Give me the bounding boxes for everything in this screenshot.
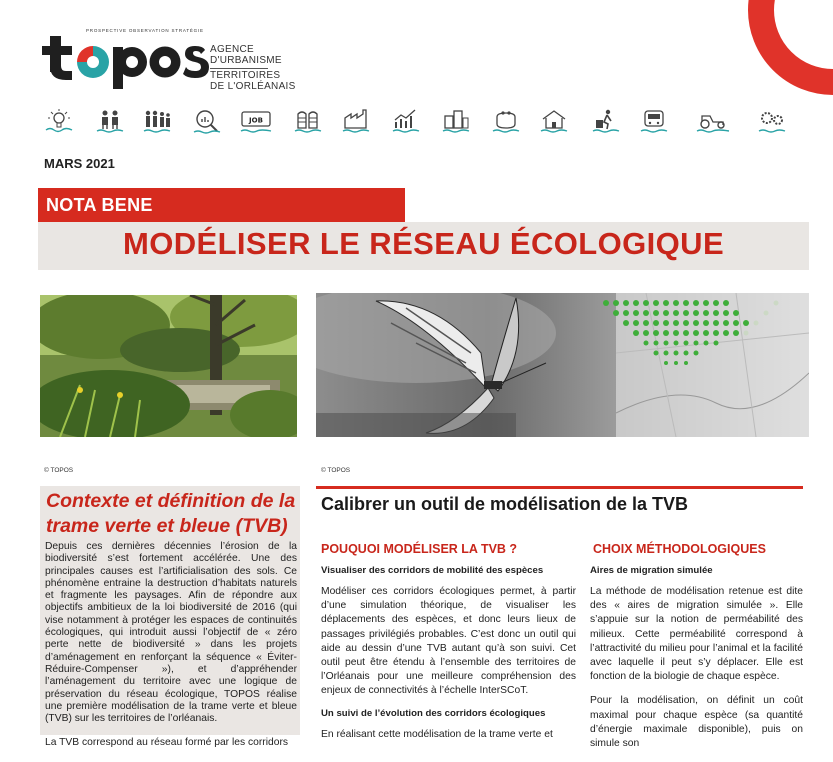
context-paragraph: Depuis ces dernières décennies l’érosion de la biodiversité s’est fortement accélérée. Une des principales causes est l’artificialisation des sols. Ce phénomène entraine la destruction d’habitats naturels et fragmente les paysages. Afin de répondre aux objectifs ambitieux de la loi biodiversité de 2016 (qui vise notamment à protéger les espaces de continuités écologiques, qui introduit aussi l’objectif de « zéro perte nette de biodiversité » dans les projets d’aménagement en renforçant la séquence « Éviter-Réduire-Compenser »), et d’appréhender l’aménagement du territoire avec une logique de préservation du réseau écologique, TOPOS réalise une première modélisation de la trame verte et bleue (TVB) sur les territoires de l’orléanais. [45,541,297,725]
why-column [321,542,576,742]
why-heading: POUQUOI MODÉLISER LA TVB ? [321,542,518,556]
train-icon [640,108,668,134]
butterfly-map-photo [316,293,809,437]
family-icon [143,108,171,134]
context-title: Contexte et définition de la trame verte et bleue (TVB) [46,490,296,537]
why-subheading: Visualiser des corridors de mobilité des espèces [321,565,544,576]
growth-chart-icon [392,108,420,134]
house-icon [540,108,568,134]
photo-credit-left: © TOPOS [44,467,74,474]
agency-name: AGENCE D'URBANISME TERRITOIRES DE L'ORLÉANAIS [210,44,296,92]
why-body-2: En réalisant cette modélisation de la trame verte et [321,728,553,740]
corner-arc-decoration [733,0,833,115]
method-body: La méthode de modélisation retenue est dite des « aires de migration simulée ». Elle s’appuie sur la notion de perméabilité des milieux. Cette perméabilité correspond à l’attractivité du milieu pour l’animal et la facilité avec laquelle il peut s’y déplacer. Elle est fonction de la biologie de chaque espèce. Pour la modélisation, on définit un coût maximal pour chaque espèce (sa quantité d’énergie maximale disponible), puis on simule son [590,586,803,750]
lightbulb-icon [45,108,73,134]
tractor-icon [696,108,730,134]
photo-credit-right: © TOPOS [321,467,351,474]
topos-logo [40,24,210,90]
method-subheading: Aires de migration simulée [590,565,713,576]
factory-icon [342,108,370,134]
pond-forest-photo [40,295,297,437]
method-column [590,542,803,761]
theme-icon-row [40,108,800,136]
magnifier-chart-icon [193,108,221,134]
couple-icon [96,108,124,134]
context-body [45,541,297,762]
why-subheading-2: Un suivi de l’évolution des corridors écologiques [321,707,546,719]
logo-tagline: PROSPECTIVE OBSERVATION STRATÉGIE [86,28,204,33]
section-title: Calibrer un outil de modélisation de la TVB [321,494,689,514]
context-paragraph: La TVB correspond au réseau formé par les corridors [45,737,289,749]
job-icon [240,108,272,134]
silos-icon [294,108,322,134]
gears-icon [758,108,786,134]
svg-text:JOB: JOB [249,116,263,125]
page-title: MODÉLISER LE RÉSEAU ÉCOLOGIQUE [122,226,725,261]
why-body: Modéliser ces corridors écologiques permet, à partir d’une simulation théorique, de visualiser les déplacements des espèces, et donc leurs lieux de passages privilégiés probables. C’est donc un outil qui aide au dessin d’une TVB autant qu’à son suivi. Cet outil peut être étendu à l’ensemble des territoires de l’Orléanais pour une meilleure compréhension des enjeux de connectivités à l’échelle InterSCoT. [321,586,576,697]
section-rule [316,486,803,489]
publication-date: MARS 2021 [44,156,115,171]
buildings-icon [442,108,470,134]
purse-icon [492,108,520,134]
traveler-icon [592,108,620,134]
method-heading: CHOIX MÉTHODOLOGIQUES [593,542,766,556]
kicker-label: NOTA BENE [46,195,153,215]
